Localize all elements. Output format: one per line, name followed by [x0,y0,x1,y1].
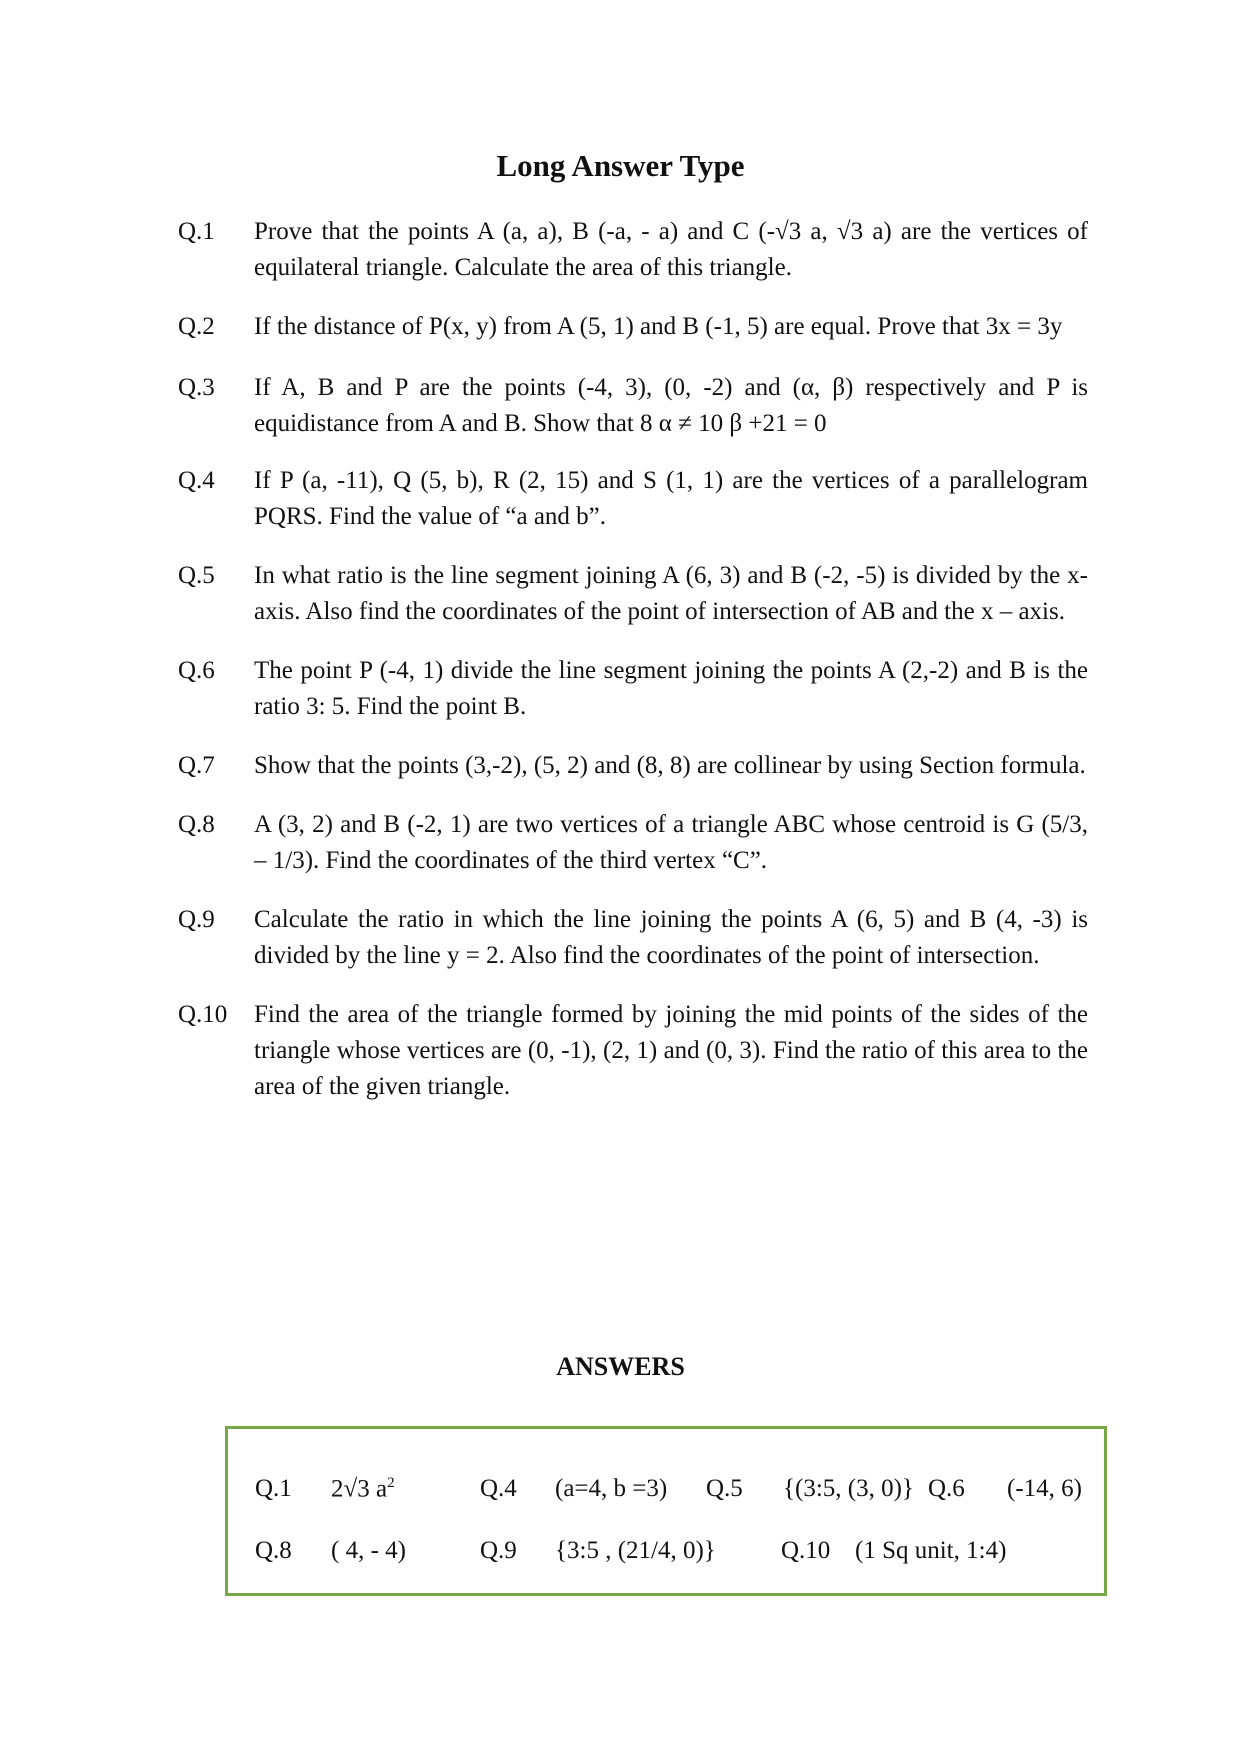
question-text: Prove that the points A (a, a), B (-a, - a) and C (-√3 a, √3 a) are the vertices of equilateral triangle. Calculate the area of this triangle. [254,218,1088,281]
answer-value-base: 2√3 a [331,1475,388,1503]
question-number: Q.1 [178,218,215,245]
question-number: Q.7 [178,752,215,779]
answer-value: (a=4, b =3) [555,1475,668,1502]
question-number: Q.8 [178,811,215,838]
question-text: The point P (-4, 1) divide the line segment joining the points A (2,-2) and B is the ratio 3: 5. Find the point B. [254,657,1088,720]
answer-number: Q.6 [928,1475,965,1502]
question-list [178,214,1088,1105]
question-item [178,902,1088,974]
answer-number: Q.9 [480,1537,517,1564]
answer-number: Q.5 [706,1475,743,1502]
answer-value-exponent: 2 [387,1475,395,1491]
question-text: Calculate the ratio in which the line joining the points A (6, 5) and B (4, -3) is divided by the line y = 2. Also find the coordinates of the point of intersection. [254,906,1088,969]
question-text: If the distance of P(x, y) from A (5, 1) and B (-1, 5) are equal. Prove that 3x = 3y [254,313,1063,340]
question-item [178,748,1088,784]
question-text: If A, B and P are the points (-4, 3), (0, -2) and (α, β) respectively and P is equidistance from A and B. Show that 8 α ≠ 10 β +21 = 0 [254,374,1088,437]
answer-value: {(3:5, (3, 0)} [783,1475,914,1502]
question-item [178,370,1088,442]
answer-value: (-14, 6) [1007,1475,1082,1502]
question-item [178,309,1088,345]
question-text: If P (a, -11), Q (5, b), R (2, 15) and S (1, 1) are the vertices of a parallelogram PQRS. Find the value of “a and b”. [254,467,1088,530]
question-number: Q.2 [178,313,215,340]
question-item [178,558,1088,630]
question-number: Q.6 [178,657,215,684]
question-text: Find the area of the triangle formed by joining the mid points of the sides of the triangle whose vertices are (0, -1), (2, 1) and (0, 3). Find the ratio of this area to the area of the given triangle. [254,1001,1088,1100]
question-text: A (3, 2) and B (-2, 1) are two vertices of a triangle ABC whose centroid is G (5/3, – 1/3). Find the coordinates of the third vertex “C”. [254,811,1088,874]
question-number: Q.10 [178,1001,228,1028]
question-item [178,807,1088,879]
answer-value [331,1475,395,1503]
question-number: Q.5 [178,562,215,589]
answer-number: Q.4 [480,1475,517,1502]
answer-number: Q.8 [255,1537,292,1564]
question-item [178,463,1088,535]
answer-value: (1 Sq unit, 1:4) [855,1537,1007,1564]
question-text: In what ratio is the line segment joining A (6, 3) and B (-2, -5) is divided by the x-axis. Also find the coordinates of the point of intersection of AB and the x – axis. [254,562,1088,625]
page-title: Long Answer Type [496,148,745,183]
question-item [178,214,1088,286]
question-number: Q.9 [178,906,215,933]
question-text: Show that the points (3,-2), (5, 2) and (8, 8) are collinear by using Section formula. [254,752,1086,779]
answers-heading: ANSWERS [556,1352,685,1381]
question-item [178,997,1088,1105]
question-number: Q.4 [178,467,215,494]
answers-box [225,1426,1107,1596]
answer-number: Q.1 [255,1475,292,1502]
question-number: Q.3 [178,374,215,401]
question-item [178,653,1088,725]
answer-number: Q.10 [781,1537,831,1564]
answer-value: {3:5 , (21/4, 0)} [555,1537,716,1564]
answer-value: ( 4, - 4) [331,1537,406,1564]
